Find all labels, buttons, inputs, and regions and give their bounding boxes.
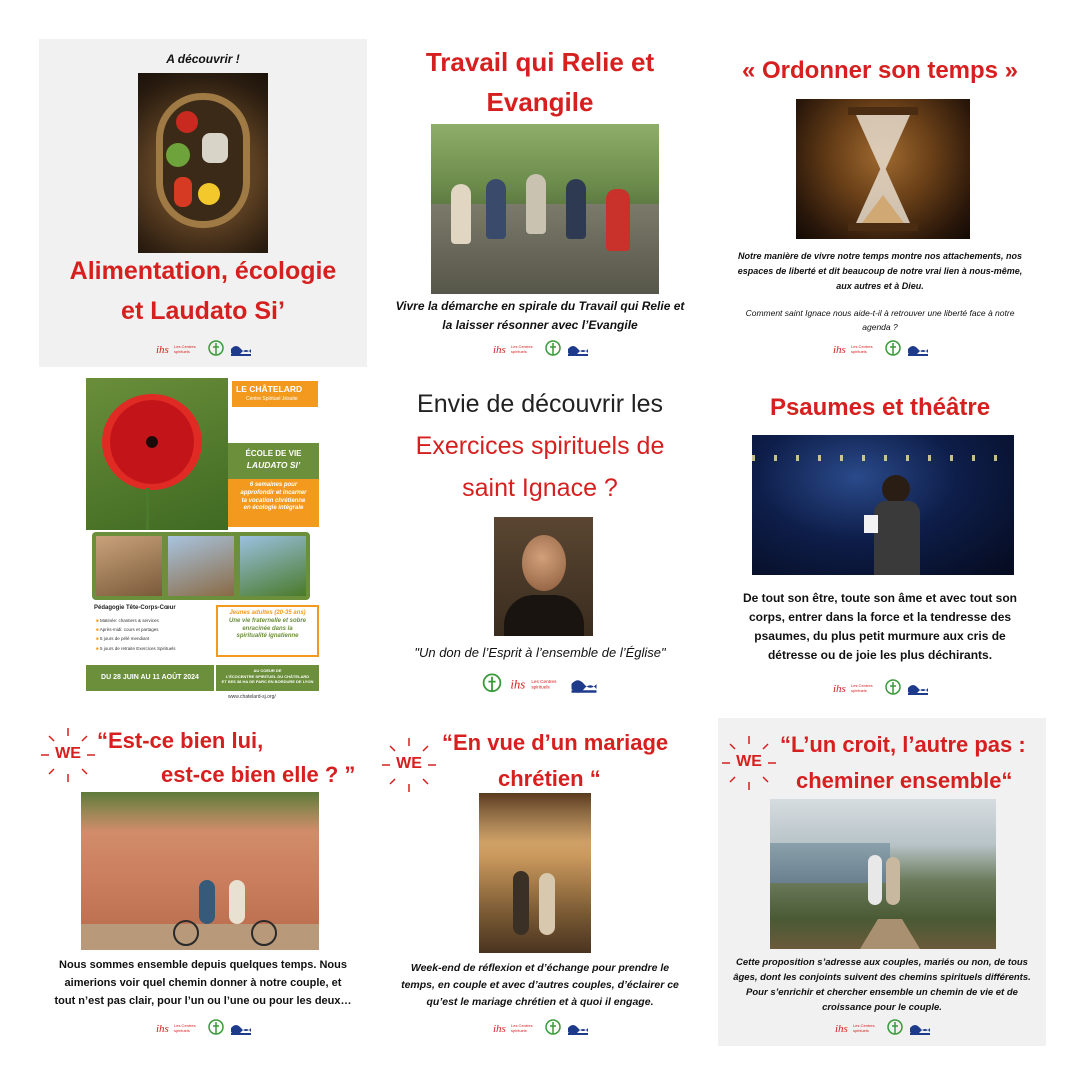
svg-text:spirituels: spirituels — [851, 349, 867, 354]
svg-text:Les Centres: Les Centres — [174, 344, 196, 349]
dove-logo-icon — [482, 672, 502, 696]
svg-text:Les Centres: Les Centres — [853, 1023, 875, 1028]
saint-ignace-portrait — [494, 517, 593, 636]
svg-text:ihs: ihs — [156, 1023, 169, 1035]
school-line1: ÉCOLE DE VIE — [245, 449, 302, 458]
weeks-line1: 6 semaines pour — [249, 482, 298, 488]
chatelard-wave-logo-icon — [907, 341, 929, 357]
youth-line2: Une vie fraternelle et sobre — [228, 617, 307, 624]
weeks-line2: approfondir et incarner — [240, 489, 307, 496]
tile-title-line2: Evangile — [486, 87, 594, 117]
dove-logo-icon — [887, 1018, 903, 1038]
tile-ecole-de-vie-poster[interactable] — [86, 378, 321, 703]
svg-text:ihs: ihs — [835, 1023, 848, 1035]
tile-mariage-chretien[interactable] — [376, 718, 704, 1046]
tile-desc-line2: espaces de liberté et dit beaucoup de notre vrai lien à nous-même, — [737, 266, 1023, 276]
tile-title-line2: chrétien “ — [498, 766, 601, 791]
dove-logo-icon — [208, 1018, 224, 1038]
tile-title-line2: est-ce bien elle ? ” — [161, 762, 356, 787]
partner-logos — [376, 1018, 704, 1038]
tile-title-line1: “En vue d’un mariage — [442, 730, 669, 755]
ihs-logo-icon — [508, 672, 564, 696]
tile-desc-line2: la laisser résonner avec l’Evangile — [442, 318, 638, 332]
tile-desc-line3: psaumes, du plus petit murmure aux cris de — [754, 629, 1006, 643]
ihs-logo-icon — [154, 1018, 202, 1038]
dove-logo-icon — [885, 339, 901, 359]
bullet-item: ■ Après-midi: cours et partages — [96, 627, 159, 633]
tile-desc-line2: aimerions voir quel chemin donner à notre couple, et — [64, 977, 342, 989]
svg-text:Les Centres: Les Centres — [511, 1023, 533, 1028]
tile-title-line1: “Est-ce bien lui, — [97, 728, 264, 753]
weeks-box — [228, 479, 319, 527]
tile-desc-line1: Vivre la démarche en spirale du Travail qui Relie et — [395, 299, 685, 313]
chatelard-wave-logo-icon — [907, 680, 929, 696]
we-badge — [39, 726, 97, 784]
weeks-line3: ta vocation chrétienne — [241, 497, 306, 504]
tile-title-line1: “L’un croit, l’autre pas : — [780, 732, 1026, 757]
ihs-logo-icon — [154, 339, 202, 359]
tile-desc-line3: tout n’est pas clair, pour l’un ou l’une ou pour les deux… — [54, 995, 352, 1007]
svg-text:ihs: ihs — [156, 344, 169, 356]
couple-walking-photo — [479, 793, 591, 953]
tile-exercices-spirituels[interactable] — [376, 378, 704, 706]
tile-line3: saint Ignace ? — [462, 474, 618, 502]
partner-logos — [39, 339, 367, 359]
tile-desc-line2: temps, en couple et avec d’autres couples, d’éclairer ce — [401, 979, 679, 991]
tile-title: « Ordonner son temps » — [741, 57, 1019, 84]
poppy-photo — [86, 378, 228, 530]
heart-line1: AU COEUR DE — [253, 668, 282, 673]
bullet-item: ■ 5 jours de retraite Exercices Spirituels — [96, 645, 176, 651]
partner-logos — [716, 678, 1044, 698]
tile-line2: Exercices spirituels de — [415, 432, 665, 460]
tile-title-line1: Alimentation, écologie — [69, 257, 337, 285]
partner-logos — [376, 339, 704, 359]
svg-text:spirituels: spirituels — [511, 1028, 527, 1033]
tile-desc-line1: Cette proposition s’adresse aux couples, mariés ou non, de tous — [736, 957, 1028, 968]
tile-title: Psaumes et théâtre — [769, 394, 991, 421]
ihs-logo-icon — [831, 678, 879, 698]
tandem-bike-photo — [81, 792, 319, 950]
chatelard-wave-logo-icon — [230, 1020, 252, 1036]
chatelard-wave-logo-icon — [567, 341, 589, 357]
chatelard-wave-logo-icon — [230, 341, 252, 357]
tile-travail-qui-relie[interactable] — [376, 39, 704, 367]
dove-logo-icon — [885, 678, 901, 698]
dove-logo-icon — [545, 1018, 561, 1038]
chatelard-wave-logo-icon — [909, 1020, 931, 1036]
tile-desc-line1: Notre manière de vivre notre temps montre nos attachements, nos — [737, 251, 1023, 261]
tile-kicker: A découvrir ! — [166, 52, 240, 66]
youth-line4: spiritualité ignatienne — [236, 633, 299, 640]
tile-desc-line3: qu’est le mariage chrétien et à quoi il engage. — [426, 996, 654, 1008]
tile-quote: "Un don de l’Esprit à l’ensemble de l’Église" — [414, 645, 666, 660]
chatelard-brand-box — [232, 381, 318, 407]
school-box — [228, 443, 319, 479]
tile-line1: Envie de découvrir les — [417, 390, 663, 418]
ihs-logo-icon — [491, 339, 539, 359]
tile-psaumes-et-theatre[interactable] — [716, 378, 1044, 706]
svg-text:spirituels: spirituels — [531, 684, 550, 690]
svg-text:spirituels: spirituels — [851, 688, 867, 693]
we-label: WE — [736, 753, 762, 770]
heart-box — [216, 665, 319, 691]
svg-text:Les Centres: Les Centres — [851, 344, 873, 349]
tile-est-ce-bien-lui[interactable] — [39, 718, 367, 1046]
tile-desc-line1: Week-end de réflexion et d’échange pour prendre le — [410, 962, 670, 974]
tile-alimentation[interactable] — [39, 39, 367, 367]
svg-text:ihs: ihs — [833, 344, 846, 356]
hourglass-photo — [796, 99, 970, 239]
tile-question-line1: Comment saint Ignace nous aide-t-il à retrouver une liberté face à notre — [745, 308, 1015, 318]
dates: DU 28 JUIN AU 11 AOÛT 2024 — [101, 674, 199, 681]
partner-logos — [718, 1018, 1046, 1038]
we-badge — [380, 736, 438, 794]
bullet-item: ■ Matinée: chantiers & services — [96, 618, 159, 623]
partner-logos — [39, 1018, 367, 1038]
brand-sub: Centre Spirituel Jésuite — [246, 396, 298, 402]
tile-title-line1: Travail qui Relie et — [425, 47, 655, 77]
tile-desc-line3: aux autres et à Dieu. — [836, 281, 924, 291]
tile-title-line2: et Laudato Si’ — [121, 297, 285, 325]
poster-url[interactable]: www.chatelard-sj.org/ — [228, 694, 276, 700]
heart-line3: ET SES 38 HA DE PARC EN BORDURE DE LYON — [221, 679, 314, 685]
svg-text:spirituels: spirituels — [174, 1028, 190, 1033]
youth-box — [216, 605, 319, 657]
ihs-logo-icon — [831, 339, 879, 359]
chatelard-wave-logo-icon — [567, 1020, 589, 1036]
we-label: WE — [55, 745, 81, 762]
youth-line3: enracinée dans la — [242, 625, 293, 632]
tile-title-line2: cheminer ensemble“ — [796, 768, 1013, 793]
theatre-stage-photo — [752, 435, 1014, 575]
svg-text:Les Centres: Les Centres — [851, 683, 873, 688]
pedagogy-bullets — [96, 616, 216, 653]
bullet-item: ■ 5 jours de pélé mendiant — [96, 636, 150, 642]
tile-question-line2: agenda ? — [862, 322, 898, 332]
tile-desc-line1: De tout son être, toute son âme et avec tout son — [742, 591, 1018, 605]
tile-desc-line3: Pour s’enrichir et chercher ensemble un chemin de vie et de — [746, 987, 1018, 998]
svg-text:spirituels: spirituels — [511, 349, 527, 354]
svg-text:ihs: ihs — [833, 683, 846, 695]
basket-photo — [138, 73, 268, 253]
svg-text:Les Centres: Les Centres — [174, 1023, 196, 1028]
svg-text:ihs: ihs — [493, 1023, 506, 1035]
coastal-path-photo — [770, 799, 996, 949]
svg-text:spirituels: spirituels — [853, 1028, 869, 1033]
tile-desc-line4: croissance pour le couple. — [822, 1002, 942, 1013]
we-badge — [720, 734, 778, 792]
chatelard-wave-logo-icon — [570, 674, 598, 694]
partner-logos — [376, 672, 704, 696]
svg-text:ihs: ihs — [510, 677, 526, 692]
dates-box — [86, 665, 214, 691]
pedagogy-title: Pédagogie Tête-Corps-Cœur — [94, 605, 176, 611]
dove-logo-icon — [208, 339, 224, 359]
tile-desc-line2: âges, dont les conjoints suivent des chemins spirituels différents. — [733, 972, 1031, 983]
youth-line1: Jeunes adultes (20-35 ans) — [229, 610, 306, 616]
tile-desc-line1: Nous sommes ensemble depuis quelques temps. Nous — [59, 959, 347, 971]
dove-logo-icon — [545, 339, 561, 359]
partner-logos — [716, 339, 1044, 359]
svg-text:Les Centres: Les Centres — [511, 344, 533, 349]
svg-text:Les Centres: Les Centres — [531, 678, 557, 684]
group-circle-photo — [431, 124, 659, 294]
svg-text:spirituels: spirituels — [174, 349, 190, 354]
weeks-line4: en écologie intégrale — [243, 505, 304, 512]
brand-name: LE CHÂTELARD — [236, 384, 303, 394]
school-line2: LAUDATO SI’ — [246, 460, 301, 470]
photo-strip — [92, 532, 310, 600]
heart-line2: L’ÉCOCENTRE SPIRITUEL DU CHÂTELARD — [225, 673, 310, 679]
ihs-logo-icon — [491, 1018, 539, 1038]
tile-ordonner-son-temps[interactable] — [716, 39, 1044, 367]
ihs-logo-icon — [833, 1018, 881, 1038]
tile-desc-line4: détresse ou de joie les plus déchirants. — [767, 648, 993, 662]
tile-desc-line2: corps, entrer dans la force et la tendresse des — [748, 610, 1012, 624]
svg-text:ihs: ihs — [493, 344, 506, 356]
tile-lun-croit-lautre-pas[interactable] — [718, 718, 1046, 1046]
we-label: WE — [396, 755, 422, 772]
